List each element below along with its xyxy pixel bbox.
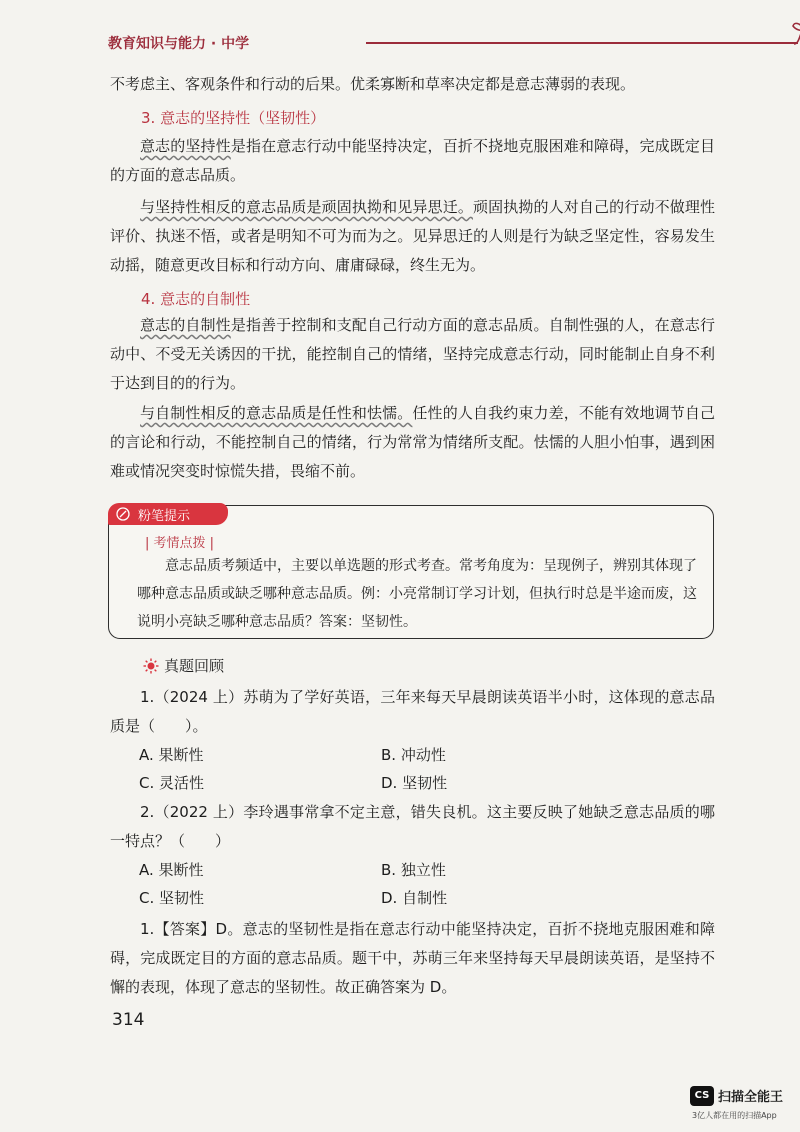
question-1: 1.（2024 上）苏萌为了学好英语，三年来每天早晨朗读英语半小时，这体现的意志品质是（ ）。: [110, 688, 715, 735]
self-control-opposite-lead: 与自制性相反的意志品质是任性和怯懦。: [140, 404, 413, 422]
sprout-icon: [790, 20, 800, 46]
persistence-term: 意志的坚持性: [140, 137, 231, 155]
q1-option-c: C. 灵活性: [139, 774, 205, 792]
question-2: 2.（2022 上）李玲遇事常拿不定主意，错失良机。这主要反映了她缺乏意志品质的哪一特点？（ ）: [110, 803, 715, 850]
scanner-app-name: 扫描全能王: [718, 1090, 784, 1105]
review-title: 真题回顾: [164, 657, 225, 675]
persistence-definition-text: 是指在意志行动中能坚持决定，百折不挠地克服困难和障碍，完成既定目的方面的意志品质。: [110, 137, 715, 184]
q2-option-a: A. 果断性: [139, 861, 204, 879]
q1-option-d: D. 坚韧性: [381, 774, 448, 792]
answer-1: 1.【答案】D。意志的坚韧性是指在意志行动中能坚持决定，百折不挠地克服困难和障碍，完成既定目的方面的意志品质。题干中，苏萌三年来坚持每天早晨朗读英语，是坚持不懈的表现，体现了意志的坚韧性。故正确答案为 D。: [110, 920, 715, 996]
persistence-opposite-lead: 与坚持性相反的意志品质是顽固执拗和见异思迁。: [140, 198, 473, 216]
page-header: [108, 30, 708, 60]
tip-tag: [108, 503, 228, 525]
scanner-tagline: 3亿人都在用的扫描App: [692, 1111, 777, 1120]
scanner-watermark: [690, 1084, 790, 1124]
heading-persistence: 3. 意志的坚持性（坚韧性）: [141, 109, 326, 127]
page-number: 314: [112, 1010, 145, 1030]
heading-self-control: 4. 意志的自制性: [141, 290, 251, 308]
self-control-definition: [110, 311, 715, 398]
header-rule: [366, 42, 798, 44]
q1-option-b: B. 冲动性: [381, 746, 446, 764]
intro-paragraph: 不考虑主、客观条件和行动的后果。优柔寡断和草率决定都是意志薄弱的表现。: [110, 75, 636, 93]
q2-option-d: D. 自制性: [381, 889, 448, 907]
self-control-definition-text: 是指善于控制和支配自己行动方面的意志品质。自制性强的人，在意志行动中、不受无关诱因的干扰，能控制自己的情绪，坚持完成意志行动，同时能制止自身不利于达到目的的行为。: [110, 316, 715, 392]
q1-option-a: A. 果断性: [139, 746, 204, 764]
header-title: 教育知识与能力 · 中学: [108, 36, 250, 52]
persistence-opposite: [110, 193, 715, 280]
persistence-definition: [110, 132, 715, 190]
scanner-logo-icon: CS: [690, 1086, 714, 1106]
self-control-opposite: [110, 399, 715, 486]
self-control-opposite-text: 任性的人自我约束力差，不能有效地调节自己的言论和行动，不能控制自己的情绪，行为常常为情绪所支配。怯懦的人胆小怕事，遇到困难或情况突变时惊慌失措，畏缩不前。: [110, 404, 715, 480]
self-control-term: 意志的自制性: [140, 316, 231, 334]
q2-option-c: C. 坚韧性: [139, 889, 205, 907]
q2-option-b: B. 独立性: [381, 861, 446, 879]
pencil-circle-icon: [116, 507, 130, 521]
tip-box: [108, 505, 714, 639]
tip-subtitle: | 考情点拨 |: [145, 536, 215, 551]
persistence-opposite-text: 顽固执拗的人对自己的行动不做理性评价、执迷不悟，或者是明知不可为而为之。见异思迁的人则是行为缺乏坚定性，容易发生动摇，随意更改目标和行动方向、庸庸碌碌，终生无为。: [110, 198, 715, 274]
tip-body: 意志品质考频适中，主要以单选题的形式考查。常考角度为：呈现例子，辨别其体现了哪种意志品质或缺乏哪种意志品质。例：小亮常制订学习计划，但执行时总是半途而废，这说明小亮缺乏哪种意志品质？答案：坚韧性。: [137, 558, 697, 630]
tip-label: 粉笔提示: [138, 509, 191, 524]
